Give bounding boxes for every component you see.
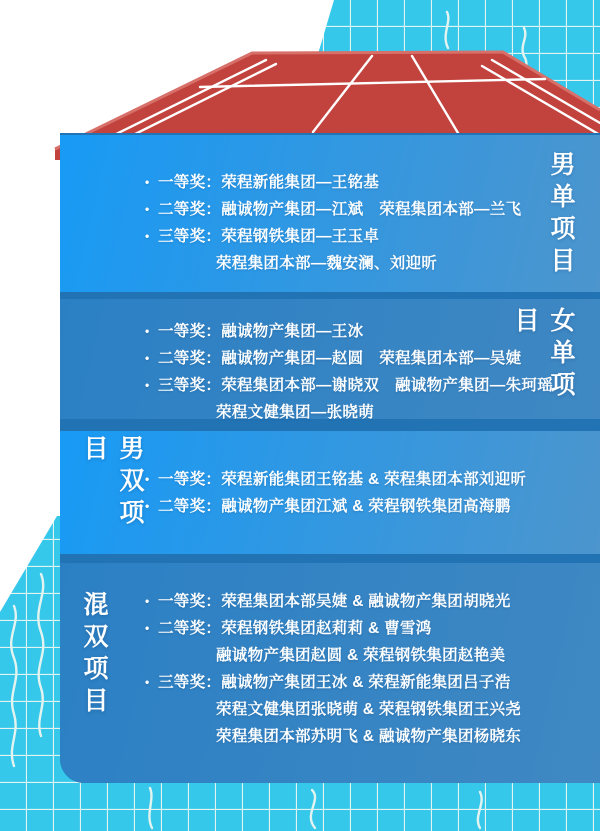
award-text: 二等奖：荣程钢铁集团赵莉莉 & 曹雪鸿	[158, 620, 432, 637]
panel-title-womens-singles: 女单项目	[511, 307, 575, 403]
bullet-icon: •	[145, 175, 150, 189]
award-line	[145, 588, 600, 615]
bullet-icon: •	[145, 472, 150, 486]
bullet-icon: •	[145, 229, 150, 243]
panel-title-mens-singles: 男单项目	[547, 151, 575, 279]
award-text: 三等奖：融诚物产集团王冰 & 荣程新能集团吕子浩	[158, 674, 511, 691]
award-line	[145, 642, 600, 669]
bullet-icon: •	[145, 675, 150, 689]
award-text: 一等奖：荣程新能集团—王铭基	[158, 174, 380, 191]
results-board	[60, 133, 600, 783]
award-text: 三等奖：荣程集团本部—谢晓双 融诚物产集团—朱珂瑶	[158, 377, 554, 394]
award-text: 三等奖：荣程钢铁集团—王玉卓	[158, 228, 380, 245]
bullet-icon: •	[145, 499, 150, 513]
bullet-icon: •	[145, 202, 150, 216]
panel-title-mens-doubles: 男双项目	[80, 435, 144, 531]
bullet-icon: •	[145, 324, 150, 338]
award-line	[145, 466, 600, 493]
award-text: 一等奖：荣程集团本部吴婕 & 融诚物产集团胡晓光	[158, 593, 511, 610]
award-text: 一等奖：融诚物产集团—王冰	[158, 323, 364, 340]
award-text: 荣程文健集团—张晓萌	[216, 404, 375, 421]
award-text: 二等奖：融诚物产集团—江斌 荣程集团本部—兰飞	[158, 201, 522, 218]
award-line	[145, 723, 600, 750]
award-line	[145, 669, 600, 696]
bullet-icon: •	[145, 351, 150, 365]
award-text: 二等奖：融诚物产集团江斌 & 荣程钢铁集团高海鹏	[158, 498, 511, 515]
award-line	[145, 223, 600, 250]
award-text: 荣程集团本部苏明飞 & 融诚物产集团杨晓东	[216, 728, 522, 745]
award-line	[145, 169, 600, 196]
award-lines	[145, 466, 600, 520]
panel-womens-singles	[60, 299, 600, 419]
panel-mens-singles	[60, 135, 600, 292]
panel-mens-doubles	[60, 431, 600, 554]
award-text: 荣程文健集团张晓萌 & 荣程钢铁集团王兴尧	[216, 701, 522, 718]
panel-mixed-doubles	[60, 563, 600, 783]
award-text: 一等奖：荣程新能集团王铭基 & 荣程集团本部刘迎昕	[158, 471, 527, 488]
panel-title-mixed-doubles: 混双项目	[80, 591, 108, 719]
bullet-icon: •	[145, 594, 150, 608]
award-lines	[145, 588, 600, 750]
award-line	[145, 250, 600, 277]
award-line	[145, 196, 600, 223]
award-lines	[145, 169, 600, 277]
bullet-icon: •	[145, 378, 150, 392]
award-text: 融诚物产集团赵圆 & 荣程钢铁集团赵艳美	[216, 647, 506, 664]
award-text: 荣程集团本部—魏安澜、刘迎昕	[216, 255, 438, 272]
award-line	[145, 615, 600, 642]
award-text: 二等奖：融诚物产集团—赵圆 荣程集团本部—吴婕	[158, 350, 522, 367]
bullet-icon: •	[145, 621, 150, 635]
award-line	[145, 696, 600, 723]
award-line	[145, 493, 600, 520]
